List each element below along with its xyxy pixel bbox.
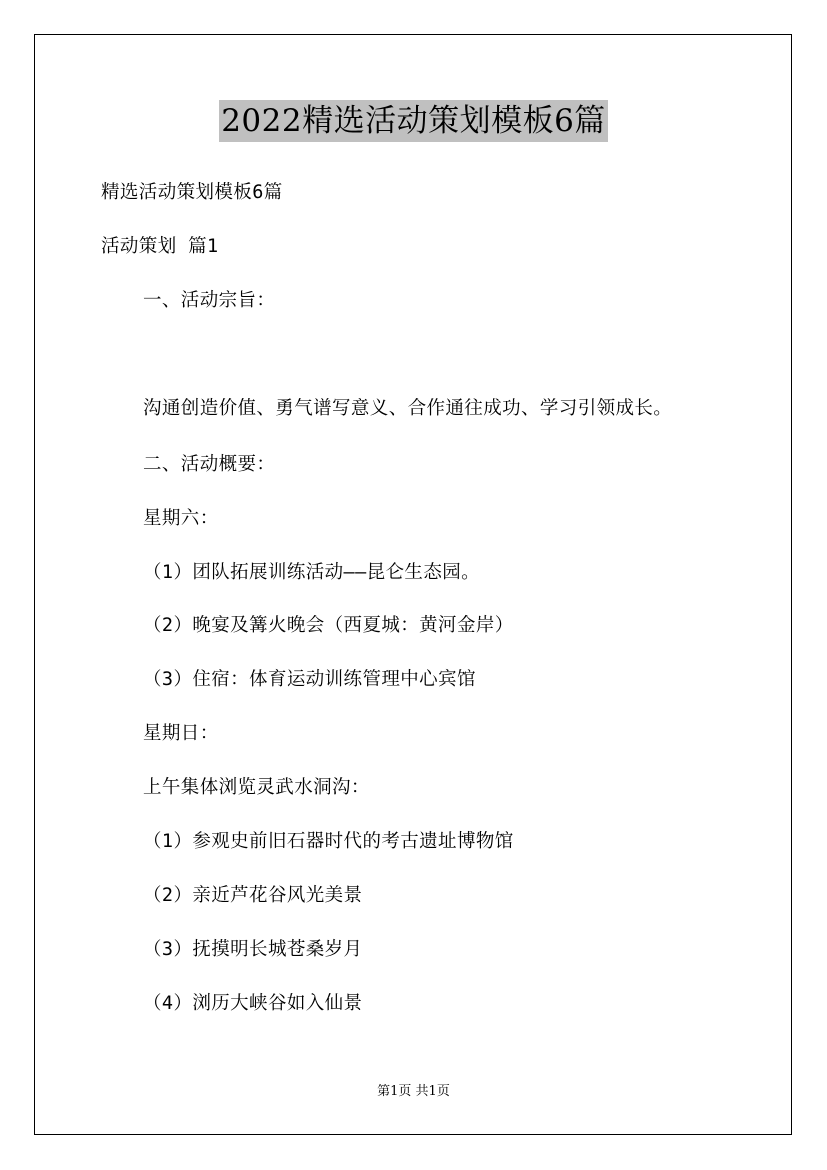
- paragraph-line: （4）浏历大峡谷如入仙景: [143, 993, 363, 1014]
- document-title-container: [0, 100, 827, 142]
- paragraph-line: （1）团队拓展训练活动——昆仑生态园。: [143, 562, 481, 583]
- paragraph-line: 星期六：: [143, 508, 219, 529]
- paragraph-line: （3）住宿：体育运动训练管理中心宾馆: [143, 669, 476, 690]
- paragraph-line: 二、活动概要：: [143, 454, 276, 475]
- paragraph-line: （3）抚摸明长城苍桑岁月: [143, 939, 363, 960]
- paragraph-line: 一、活动宗旨：: [143, 290, 276, 311]
- paragraph-line: （2）晚宴及篝火晚会（西夏城：黄河金岸）: [143, 615, 514, 636]
- page-footer: 第1页 共1页: [377, 1084, 450, 1099]
- paragraph-line: （2）亲近芦花谷风光美景: [143, 885, 363, 906]
- document-subtitle: 精选活动策划模板6篇: [101, 182, 283, 203]
- paragraph-line: （1）参观史前旧石器时代的考古遗址博物馆: [143, 831, 514, 852]
- paragraph-line: 星期日：: [143, 723, 219, 744]
- document-title: 2022精选活动策划模板6篇: [219, 100, 608, 142]
- section-heading: 活动策划 篇1: [101, 236, 219, 257]
- paragraph-line: 上午集体浏览灵武水洞沟：: [143, 777, 370, 798]
- paragraph-line: 沟通创造价值、勇气谱写意义、合作通往成功、学习引领成长。: [143, 398, 673, 419]
